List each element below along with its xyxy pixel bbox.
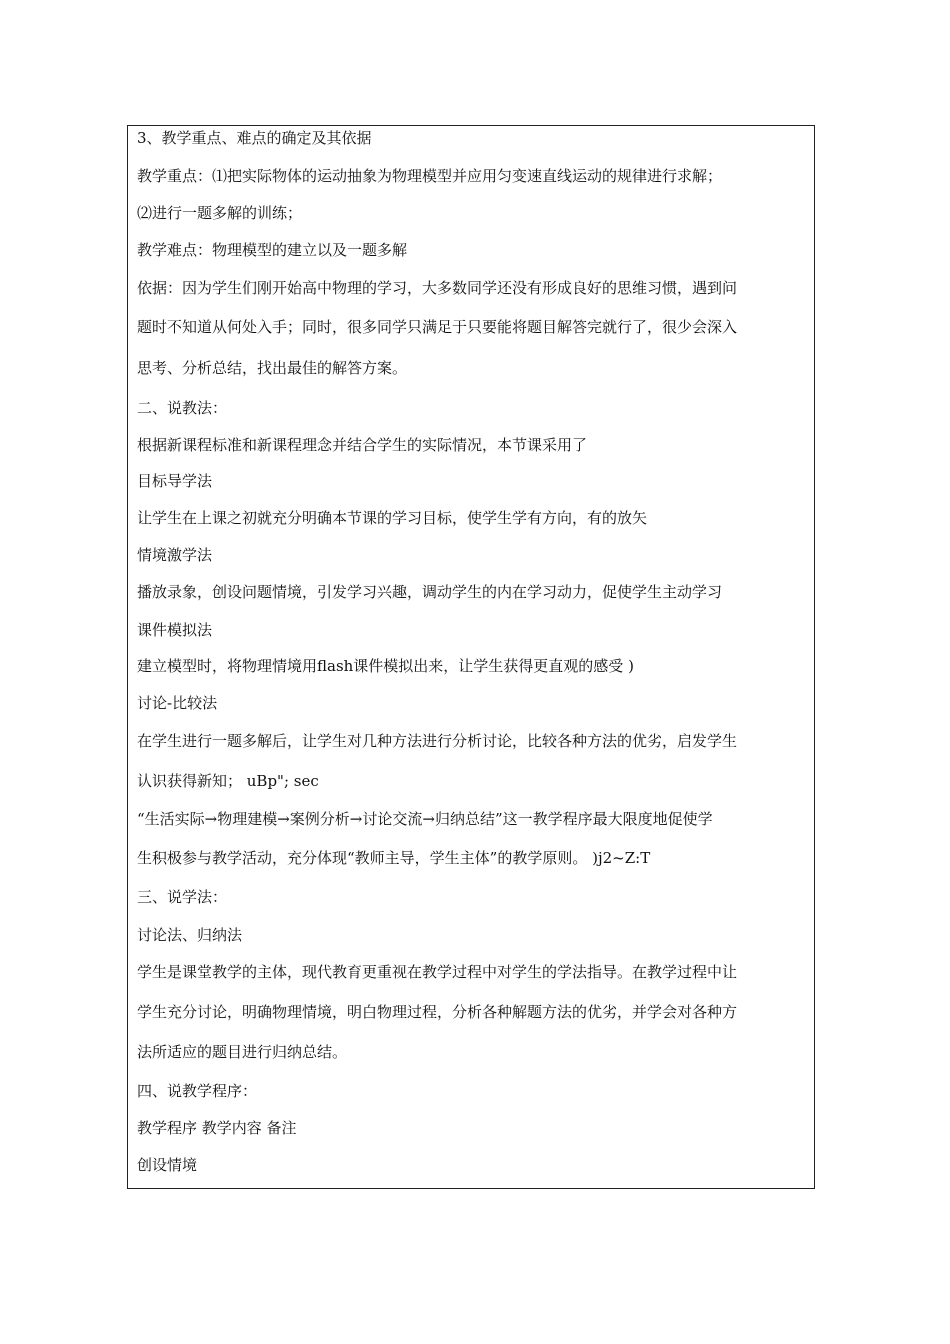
method-title: 课件模拟法 xyxy=(137,621,213,639)
method-title: 情境激学法 xyxy=(137,546,213,564)
text-line: 学生是课堂教学的主体，现代教育更重视在教学过程中对学生的学法指导。在教学过程中让 xyxy=(137,963,738,981)
text-line: 题时不知道从何处入手；同时，很多同学只满足于只要能将题目解答完就行了，很少会深入 xyxy=(137,318,738,336)
text-line: 法所适应的题目进行归纳总结。 xyxy=(137,1043,348,1061)
text-line: 让学生在上课之初就充分明确本节课的学习目标，使学生学有方向，有的放矢 xyxy=(137,509,648,527)
method-title: 目标导学法 xyxy=(137,472,213,490)
text-line: 教学重点：⑴把实际物体的运动抽象为物理模型并应用匀变速直线运动的规律进行求解； xyxy=(137,167,723,185)
section-heading-key-points: 3、教学重点、难点的确定及其依据 xyxy=(137,129,372,147)
section-heading-learning-methods: 三、说学法： xyxy=(137,888,228,906)
text-line: “生活实际→物理建模→案例分析→讨论交流→归纳总结”这一教学程序最大限度地促使学 xyxy=(137,810,713,828)
text-line: 生积极参与教学活动，充分体现“教师主导，学生主体”的教学原则。 )j2~Z:T xyxy=(137,849,651,867)
text-line: 根据新课程标准和新课程理念并结合学生的实际情况，本节课采用了 xyxy=(137,436,588,454)
text-line: ⑵进行一题多解的训练； xyxy=(137,204,303,222)
text-line: 依据：因为学生们刚开始高中物理的学习，大多数同学还没有形成良好的思维习惯，遇到问 xyxy=(137,279,738,297)
text-line: 建立模型时，将物理情境用flash课件模拟出来，让学生获得更直观的感受 ) xyxy=(137,657,634,675)
text-line: 认识获得新知； uBp"; sec xyxy=(137,772,319,790)
text-line: 在学生进行一题多解后，让学生对几种方法进行分析讨论，比较各种方法的优劣，启发学生 xyxy=(137,732,738,750)
text-line: 思考、分析总结，找出最佳的解答方案。 xyxy=(137,359,408,377)
section-heading-teaching-methods: 二、说教法： xyxy=(137,399,228,417)
method-title: 讨论-比较法 xyxy=(137,694,218,712)
text-line: 学生充分讨论，明确物理情境，明白物理过程，分析各种解题方法的优劣，并学会对各种方 xyxy=(137,1003,738,1021)
text-line: 教学难点：物理模型的建立以及一题多解 xyxy=(137,241,408,259)
table-header-line: 教学程序 教学内容 备注 xyxy=(137,1119,297,1137)
section-heading-teaching-procedure: 四、说教学程序： xyxy=(137,1082,258,1100)
method-title: 讨论法、归纳法 xyxy=(137,926,243,944)
text-line: 播放录象，创设问题情境，引发学习兴趣，调动学生的内在学习动力，促使学生主动学习 xyxy=(137,583,723,601)
text-line: 创设情境 xyxy=(137,1156,198,1174)
